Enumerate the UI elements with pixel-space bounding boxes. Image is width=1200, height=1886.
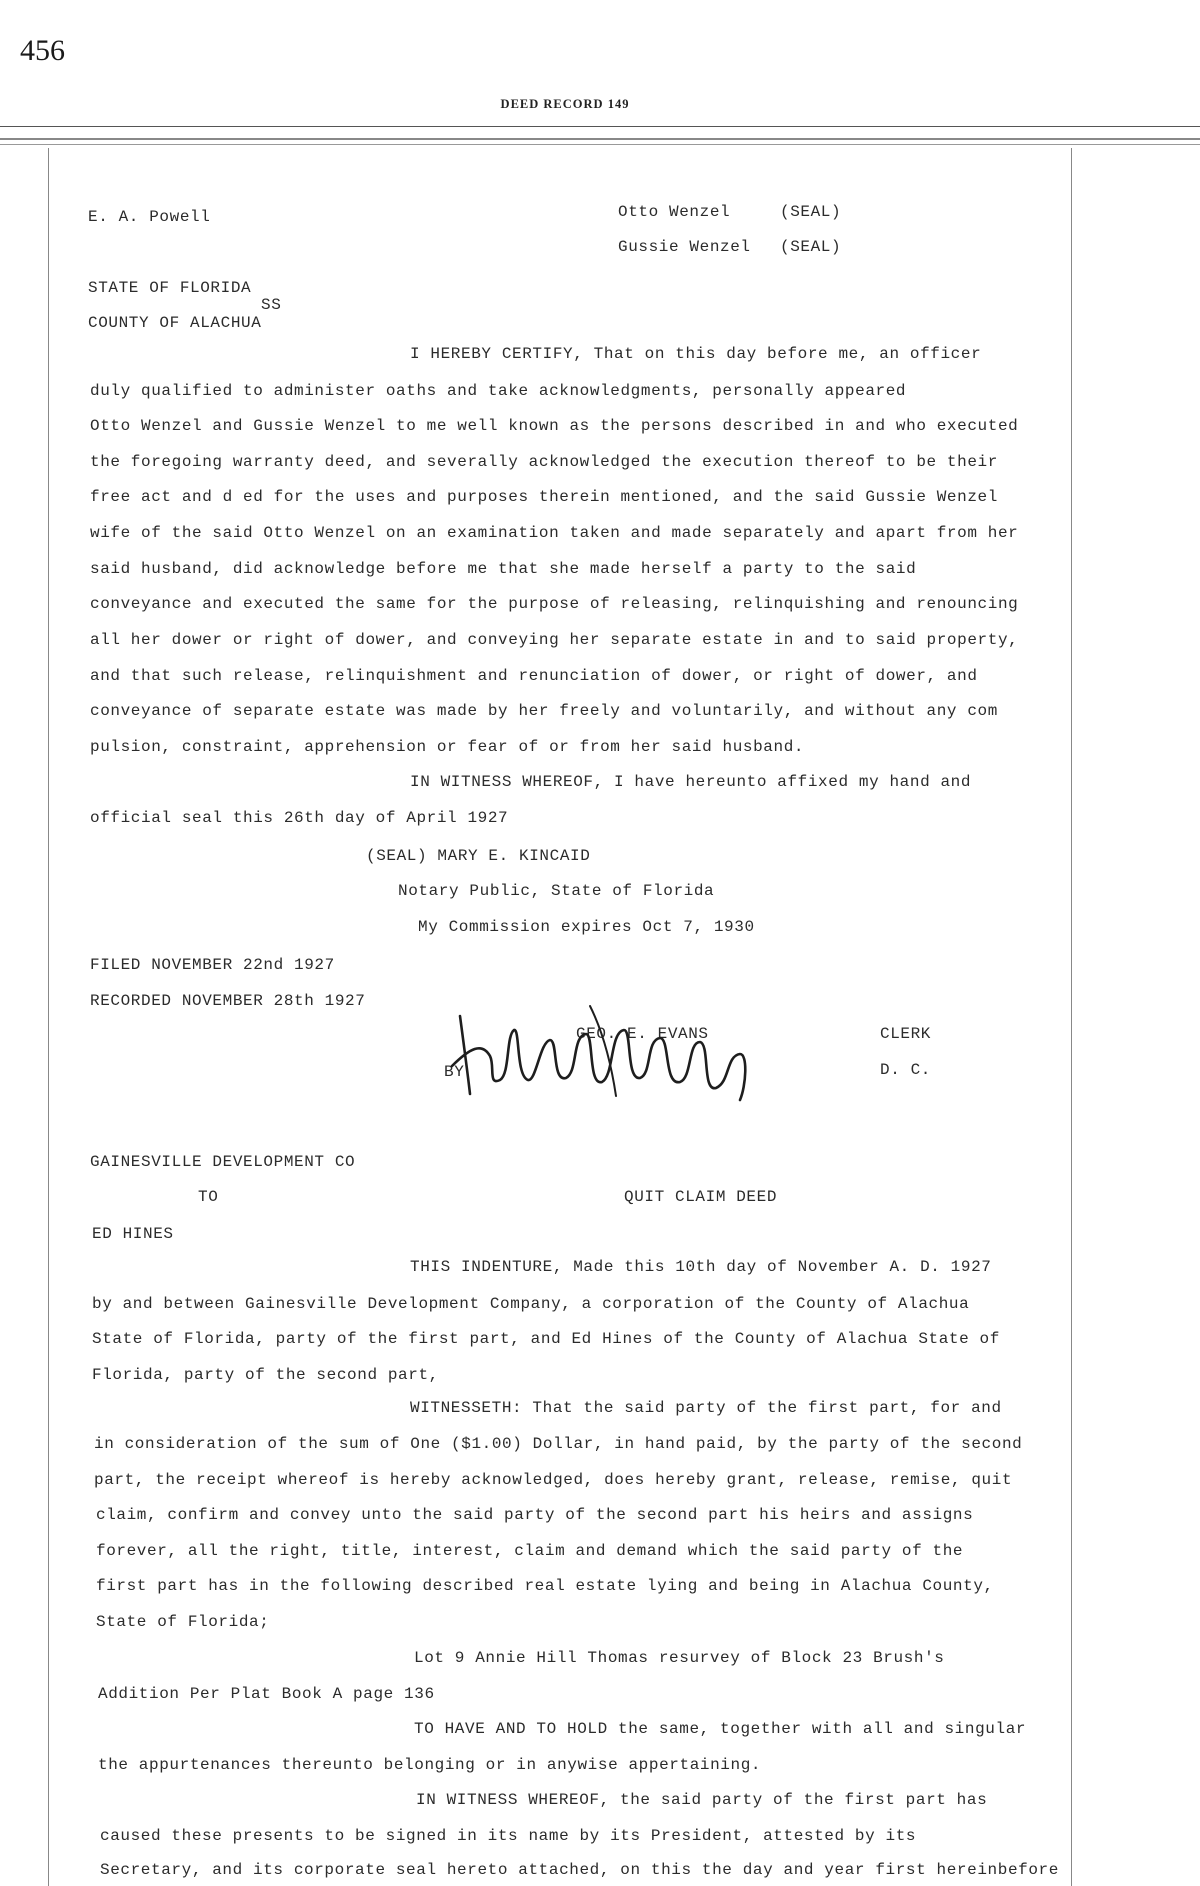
deputy-clerk-title: D. C. xyxy=(880,1061,932,1079)
witness-name: E. A. Powell xyxy=(88,208,211,226)
recorded-date: RECORDED NOVEMBER 28th 1927 xyxy=(90,992,366,1010)
acknowledgment-line: wife of the said Otto Wenzel on an examination taken and made separately and apart from her xyxy=(90,524,1019,542)
venue-ss: SS xyxy=(261,296,282,314)
grantor-signature-gussie: Gussie Wenzel xyxy=(618,238,751,256)
deed-line: claim, confirm and convey unto the said party of the second part his heirs and assigns xyxy=(96,1506,974,1524)
acknowledgment-line: pulsion, constraint, apprehension or fear of or from her said husband. xyxy=(90,738,805,756)
venue-county: COUNTY OF ALACHUA xyxy=(88,314,262,332)
grantor-signature-otto: Otto Wenzel xyxy=(618,203,731,221)
clerk-name: GEO. E. EVANS xyxy=(576,1025,709,1043)
deed-line: Addition Per Plat Book A page 136 xyxy=(98,1685,435,1703)
deed-line: by and between Gainesville Development Company, a corporation of the County of Alachua xyxy=(92,1295,970,1313)
grantor-seal-otto: (SEAL) xyxy=(780,203,842,221)
acknowledgment-line: conveyance and executed the same for the purpose of releasing, relinquishing and renouncing xyxy=(90,595,1019,613)
filed-date: FILED NOVEMBER 22nd 1927 xyxy=(90,956,335,974)
record-header-title: DEED RECORD 149 xyxy=(500,97,630,111)
acknowledgment-line: conveyance of separate estate was made by her freely and voluntarily, and without any com xyxy=(90,702,998,720)
grantor-seal-gussie: (SEAL) xyxy=(780,238,842,256)
page-number: 456 xyxy=(20,34,65,67)
deed-line: forever, all the right, title, interest, claim and demand which the said party of the xyxy=(96,1542,964,1560)
acknowledgment-line: free act and d ed for the uses and purposes therein mentioned, and the said Gussie Wenzel xyxy=(90,488,998,506)
deed-line: TO HAVE AND TO HOLD the same, together with all and singular xyxy=(414,1720,1027,1738)
deputy-clerk-signature xyxy=(440,996,770,1106)
deed-grantee: ED HINES xyxy=(92,1225,174,1243)
deed-line: in consideration of the sum of One ($1.00) Dollar, in hand paid, by the party of the second xyxy=(94,1435,1023,1453)
notary-title: Notary Public, State of Florida xyxy=(398,882,715,900)
acknowledgment-line: all her dower or right of dower, and conveying her separate estate in and to said property, xyxy=(90,631,1019,649)
acknowledgment-line: official seal this 26th day of April 1927 xyxy=(90,809,509,827)
deed-line: State of Florida; xyxy=(96,1613,270,1631)
acknowledgment-line: the foregoing warranty deed, and severally acknowledged the execution thereof to be their xyxy=(90,453,998,471)
deed-line: State of Florida, party of the first part, and Ed Hines of the County of Alachua State of xyxy=(92,1330,1000,1348)
deed-to: TO xyxy=(198,1188,219,1206)
acknowledgment-line: duly qualified to administer oaths and take acknowledgments, personally appeared xyxy=(90,382,907,400)
acknowledgment-line: Otto Wenzel and Gussie Wenzel to me well known as the persons described in and who executed xyxy=(90,417,1019,435)
notary-name-seal: (SEAL) MARY E. KINCAID xyxy=(366,847,591,865)
deed-line: IN WITNESS WHEREOF, the said party of the first part has xyxy=(416,1791,988,1809)
deed-title: QUIT CLAIM DEED xyxy=(624,1188,778,1206)
acknowledgment-line: said husband, did acknowledge before me that she made herself a party to the said xyxy=(90,560,917,578)
venue-state: STATE OF FLORIDA xyxy=(88,279,252,297)
notary-commission: My Commission expires Oct 7, 1930 xyxy=(418,918,755,936)
deed-grantor: GAINESVILLE DEVELOPMENT CO xyxy=(90,1153,356,1171)
deed-line: WITNESSETH: That the said party of the first part, for and xyxy=(410,1399,1002,1417)
deed-line: the appurtenances thereunto belonging or in anywise appertaining. xyxy=(98,1756,762,1774)
deed-line: caused these presents to be signed in its name by its President, attested by its xyxy=(100,1827,917,1845)
deed-line: THIS INDENTURE, Made this 10th day of November A. D. 1927 xyxy=(410,1258,992,1276)
by-label: BY xyxy=(444,1063,465,1081)
clerk-title: CLERK xyxy=(880,1025,932,1043)
acknowledgment-line: and that such release, relinquishment and renunciation of dower, or right of dower, and xyxy=(90,667,978,685)
acknowledgment-line: IN WITNESS WHEREOF, I have hereunto affixed my hand and xyxy=(410,773,972,791)
deed-line: Florida, party of the second part, xyxy=(92,1366,439,1384)
acknowledgment-line: I HEREBY CERTIFY, That on this day before me, an officer xyxy=(410,345,982,363)
deed-line: Secretary, and its corporate seal hereto attached, on this the day and year first hereinbefore xyxy=(100,1861,1059,1879)
deed-line: first part has in the following described real estate lying and being in Alachua County, xyxy=(96,1577,994,1595)
deed-line: part, the receipt whereof is hereby acknowledged, does hereby grant, release, remise, quit xyxy=(94,1471,1013,1489)
deed-line: Lot 9 Annie Hill Thomas resurvey of Block 23 Brush's xyxy=(414,1649,945,1667)
